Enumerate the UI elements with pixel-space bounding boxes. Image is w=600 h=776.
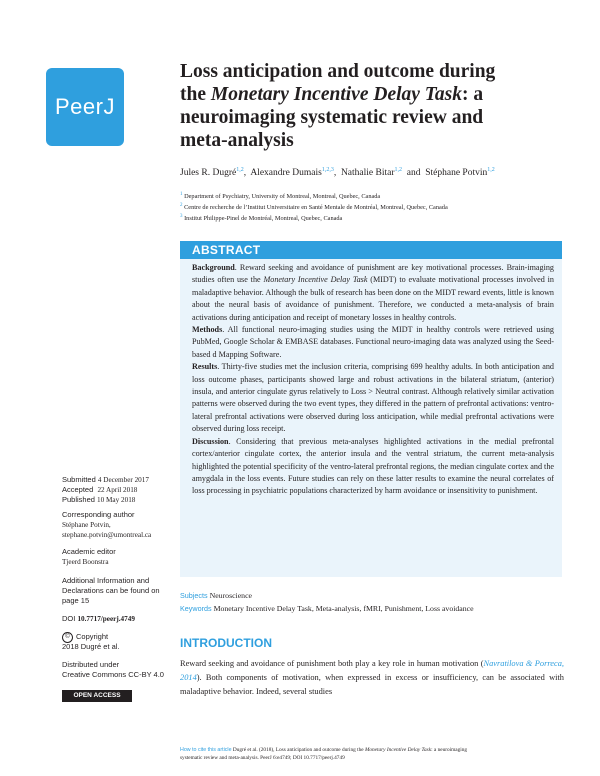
citation-link[interactable]: Navratilova & Porreca, 2014 — [180, 659, 564, 682]
author-name[interactable]: Alexandre Dumais — [250, 168, 322, 179]
paper-title — [180, 60, 560, 152]
doi-link[interactable]: 10.7717/peerj.4749 — [77, 615, 135, 623]
affiliation: $^2$ Centre de recherche de l’Institut Universitaire en Santé Mentale de Montréal, Montreal, Quebec, Canada — [180, 203, 448, 212]
author-list: Jules R. Dugré$^{1,2}$, Alexandre Dumais$^{1,2,3}$, Nathalie Bitar$^{1,2}$ and Stéphane Potvin$^{1,2}$ — [180, 167, 495, 179]
corresponding-email[interactable]: stephane.potvin@umontreal.ca — [62, 531, 152, 539]
sidebar-additional-info[interactable]: Additional Information and Declarations can be found on page 15 — [62, 576, 160, 605]
sidebar-copyright: 2018 Dugré et al. — [62, 642, 120, 651]
title-italic: Monetary Incentive Delay Task — [210, 84, 463, 105]
author-affil-sup: 1,2,3 — [321, 167, 334, 173]
sidebar-corresponding: Corresponding author Stéphane Potvin, stephane.potvin@umontreal.ca — [62, 510, 152, 539]
peerj-logo — [46, 68, 124, 146]
author-affil-sup: 1,2 — [487, 167, 495, 173]
keywords-value: Monetary Incentive Delay Task, Meta-analysis, fMRI, Punishment, Loss avoidance — [213, 604, 474, 613]
abstract-results: Results. Thirty-five studies met the inclusion criteria, comprising 699 healthy adults. In both anticipation and loss outcome phases, participants showed large and robust activations in the bilateral striatum, (anterior) insula, and anterior cingulate gyrus relatively to Loss > Neutral contrast. Although relatively similar activation patterns were observed during the two event types, they differed in the pattern of prefrontal activations: ventro-lateral prefrontal activations were observed during loss anticipation, while medial prefrontal activations were observed during loss receipt. — [192, 362, 554, 434]
author-and: and — [406, 168, 421, 179]
title-line-3: neuroimaging systematic review and — [180, 107, 484, 128]
copyright-icon: © — [62, 632, 73, 643]
logo-text: PeerJ — [55, 94, 115, 119]
author-name[interactable]: Jules R. Dugré — [180, 168, 237, 179]
abstract-heading: ABSTRACT — [192, 243, 261, 257]
keywords-label: Keywords — [180, 604, 212, 613]
affiliation: $^1$ Department of Psychiatry, University of Montreal, Montreal, Quebec, Canada — [180, 192, 381, 201]
subjects-value[interactable]: Neuroscience — [209, 591, 253, 600]
title-line-4: meta-analysis — [180, 130, 294, 151]
introduction-heading: INTRODUCTION — [180, 636, 272, 650]
keywords — [180, 604, 474, 613]
title-line-1: Loss anticipation and outcome during — [180, 61, 496, 82]
citation-footer: How to cite this article Dugré et al. (2018), Loss anticipation and outcome during the Monetary Incentive Delay Task: a neuroimaging systematic review and meta-analysis. PeerJ 6:e4749; DOI 10.7717/peerj.4749 — [180, 747, 467, 761]
title-line-2: the Monetary Incentive Delay Task: a — [180, 84, 484, 105]
sidebar-editor: Academic editor Tjeerd Boonstra — [62, 547, 116, 566]
author-affil-sup: 1,2 — [236, 167, 244, 173]
abstract-heading-bar — [180, 241, 562, 259]
abstract-discussion: Discussion. Considering that previous meta-analyses highlighted activations in the medial prefrontal cortex/anterior cingulate cortex, the anterior insula and the ventral striatum, the current meta-analysis highlighted the potential specificity of the ventro-lateral prefrontal regions, the median cingulate cortex and the amygdala in the loss events. Future studies can rely on these latter results to examine the neural correlates of loss processing in psychiatric populations characterized by harm avoidance or insensitivity to punishment. — [192, 436, 554, 496]
sidebar-doi: DOI 10.7717/peerj.4749 — [62, 614, 135, 623]
abstract-background: Background. Reward seeking and avoidance of punishment are key motivational processes. Brain-imaging studies often use the Monetary Incentive Delay Task (MIDT) to evaluate motivational processes involved in maladaptive behavior. Although the bulk of research has been done on the MIDT reward events, little is known about the neural basis of avoidance of punishment. Therefore, we conducted a meta-analysis of brain activations during anticipation and receipt of monetary losses in healthy controls. — [192, 263, 554, 322]
abstract-text — [192, 262, 554, 498]
sidebar-license: Distributed under Creative Commons CC-BY 4.0 — [62, 660, 164, 679]
author-affil-sup: 1,2 — [394, 167, 402, 173]
subjects-label: Subjects — [180, 591, 208, 600]
sidebar-dates: Submitted 4 December 2017 Accepted 22 April 2018 Published 10 May 2018 — [62, 475, 149, 504]
author-name[interactable]: Nathalie Bitar — [340, 168, 395, 179]
abstract-methods: Methods. All functional neuro-imaging studies using the MIDT in healthy controls were retrieved using PubMed, Google Scholar & EMBASE databases. Functional neuro-imaging data was analyzed using the Seed-based d Mapping Software. — [192, 325, 554, 359]
open-access-badge: OPEN ACCESS — [62, 690, 132, 702]
author-name[interactable]: Stéphane Potvin — [425, 168, 488, 179]
sidebar-copyright-label: Copyright — [76, 632, 109, 641]
introduction-text: Reward seeking and avoidance of punishment both play a key role in human motivation (Navratilova & Porreca, 2014). Both components of motivation, when expressed in excess or insufficiency, can be associated with maladaptive behavior. Indeed, several studies — [180, 659, 564, 696]
affiliation: $^3$ Institut Philippe-Pinel de Montréal, Montreal, Quebec, Canada — [180, 214, 343, 223]
license-link[interactable]: Creative Commons CC-BY 4.0 — [62, 670, 164, 679]
subjects — [180, 591, 252, 600]
